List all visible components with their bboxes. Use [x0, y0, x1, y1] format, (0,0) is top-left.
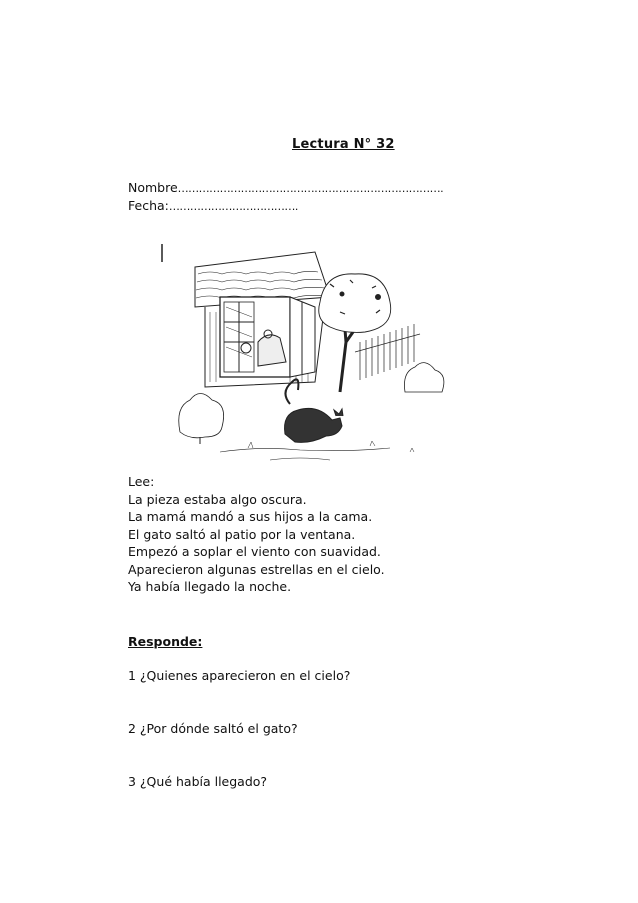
reading-line: Empezó a soplar el viento con suavidad. [128, 544, 381, 559]
question-3: 3 ¿Qué había llegado? [128, 774, 268, 789]
house-cat-illustration [150, 222, 450, 467]
page-title: Lectura N° 32 [292, 137, 395, 152]
nombre-field[interactable] [128, 180, 443, 195]
fecha-dots: ………………………………. [168, 200, 298, 213]
question-2: 2 ¿Por dónde saltó el gato? [128, 721, 298, 736]
reading-line: Aparecieron algunas estrellas en el cielo. [128, 561, 385, 577]
reading-text [128, 473, 385, 596]
reading-line: El gato saltó al patio por la ventana. [128, 526, 356, 542]
reading-line: Ya había llegado la noche. [128, 579, 292, 594]
nombre-label: Nombre [128, 180, 178, 195]
reading-line: La mamá mandó a sus hijos a la cama. [128, 509, 373, 524]
nombre-dots: …………………………………………………………………. [177, 182, 444, 195]
fecha-label: Fecha: [128, 198, 169, 213]
fecha-field[interactable] [128, 198, 298, 213]
reading-line: La pieza estaba algo oscura. [128, 491, 307, 507]
responde-heading: Responde: [128, 634, 203, 649]
lee-label: Lee: [128, 474, 155, 489]
question-1: 1 ¿Quienes aparecieron en el cielo? [128, 668, 351, 683]
